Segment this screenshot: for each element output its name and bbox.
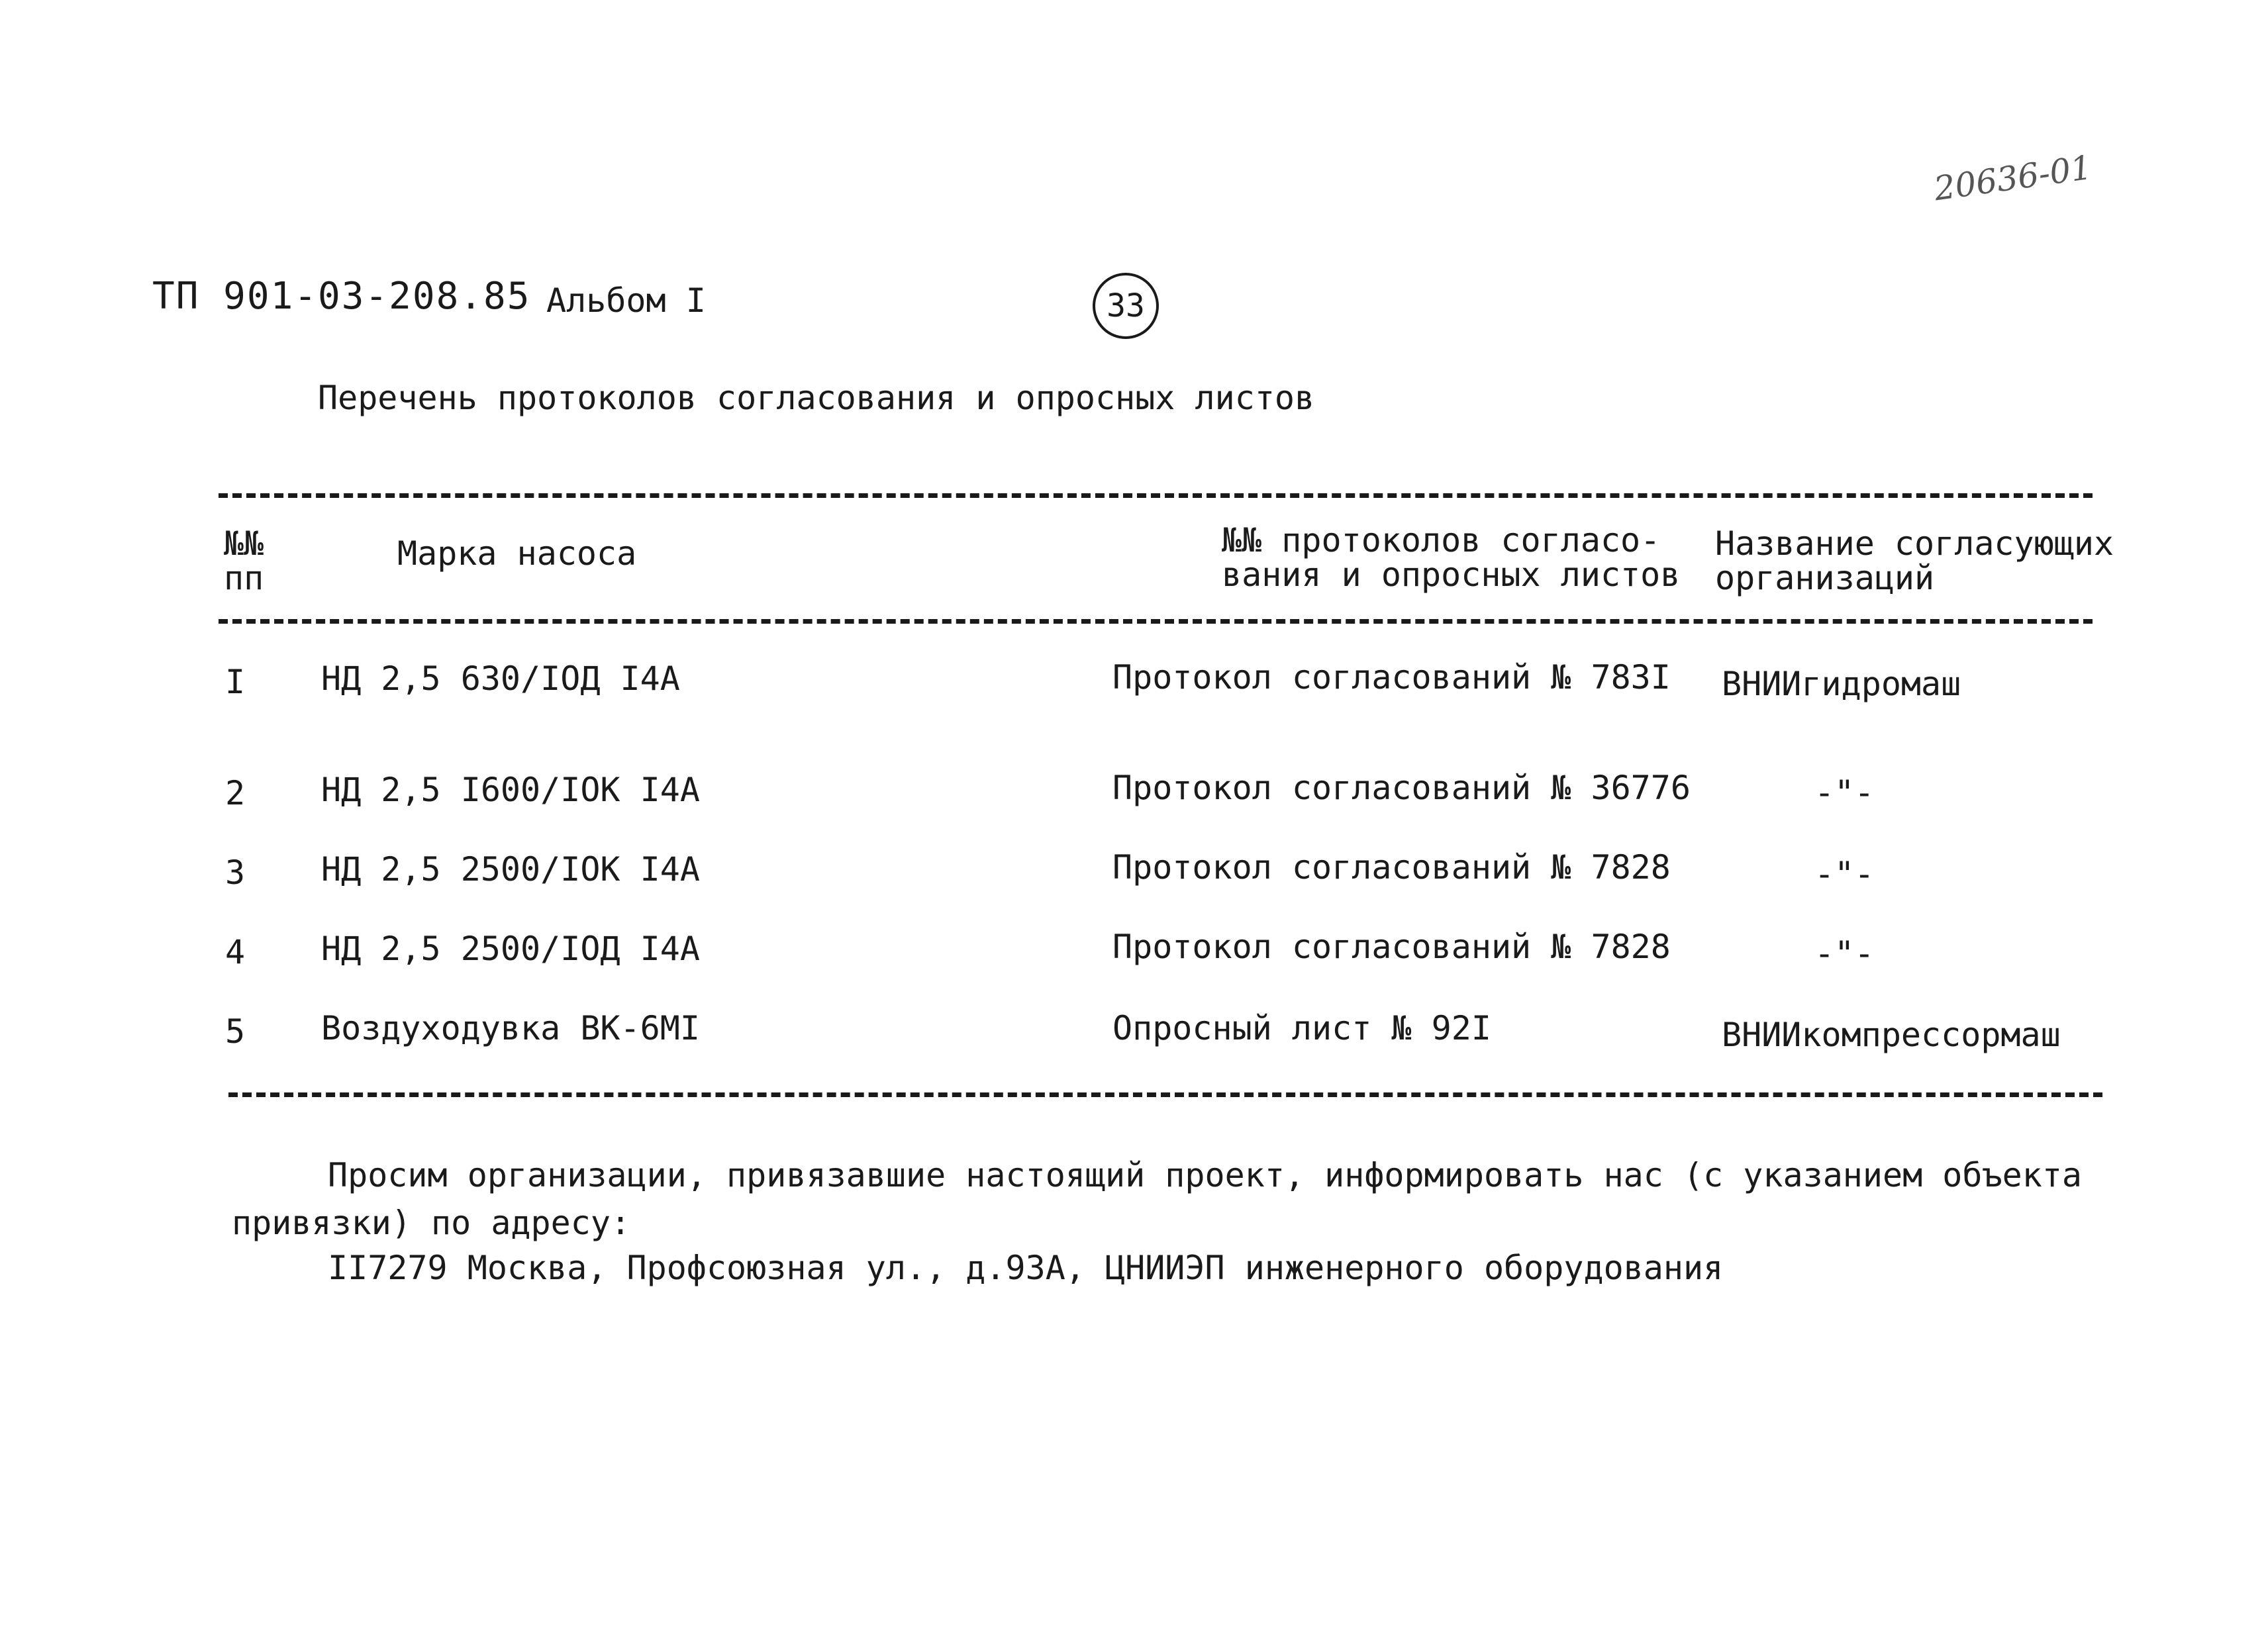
- organization: ВНИИгидромаш: [1722, 665, 1961, 703]
- row-number: 5: [225, 1012, 246, 1051]
- col-header-org-line2: организаций: [1715, 559, 1935, 597]
- page-number-text: 33: [1107, 287, 1145, 324]
- protocol-ref: Протокол согласований № 7828: [1112, 848, 1671, 887]
- table-bottom-rule: [228, 1092, 2102, 1097]
- table-top-rule: [219, 493, 2093, 498]
- pump-model: НД 2,5 630/IОД I4А: [321, 659, 680, 698]
- row-number: 2: [225, 774, 246, 812]
- row-number: 4: [225, 933, 246, 971]
- footer-address: II7279 Москва, Профсоюзная ул., д.93А, ЦНИИЭП инженерного оборудования: [328, 1249, 1724, 1287]
- protocol-ref: Протокол согласований № 36776: [1112, 769, 1691, 807]
- protocol-ref: Опросный лист № 92I: [1112, 1009, 1491, 1047]
- protocol-ref: Протокол согласований № 783I: [1112, 658, 1671, 697]
- inventory-stamp: 20636-01: [1932, 148, 2095, 209]
- page-title: Перечень протоколов согласования и опросных листов: [318, 379, 1315, 417]
- row-number: I: [225, 663, 246, 701]
- col-header-num-line2: пп: [224, 559, 264, 597]
- organization-ditto: -"-: [1814, 773, 1875, 812]
- col-header-protocol-line2: вания и опросных листов: [1222, 555, 1681, 594]
- pump-model: НД 2,5 2500/IОК I4А: [321, 850, 700, 889]
- col-header-num-line1: №№: [224, 524, 264, 563]
- col-header-protocol-line1: №№ протоколов согласо-: [1222, 521, 1661, 559]
- col-header-pump: Марка насоса: [397, 534, 637, 573]
- protocol-ref: Протокол согласований № 7828: [1112, 928, 1671, 966]
- footer-line-2: привязки) по адресу:: [232, 1204, 631, 1242]
- footer-line-1: Просим организации, привязавшие настоящий проект, информировать нас (с указанием объекта: [328, 1156, 2083, 1194]
- album-label: Альбом I: [546, 281, 706, 320]
- organization: ВНИИкомпрессормаш: [1722, 1016, 2061, 1054]
- col-header-num: [224, 526, 264, 595]
- col-header-org-line1: Название согласующих: [1715, 524, 2114, 563]
- organization-ditto: -"-: [1814, 855, 1875, 893]
- document-code: ТП 901-03-208.85: [152, 275, 531, 318]
- table-header-rule: [219, 619, 2093, 624]
- row-number: 3: [225, 853, 246, 892]
- page-number: [1093, 273, 1159, 339]
- col-header-org: [1715, 526, 2114, 595]
- pump-model: Воздуходувка ВК-6МI: [321, 1009, 700, 1047]
- col-header-protocol: [1222, 523, 1680, 592]
- pump-model: НД 2,5 2500/IОД I4А: [321, 930, 700, 968]
- organization-ditto: -"-: [1814, 934, 1875, 973]
- pump-model: НД 2,5 I600/IОК I4А: [321, 771, 700, 809]
